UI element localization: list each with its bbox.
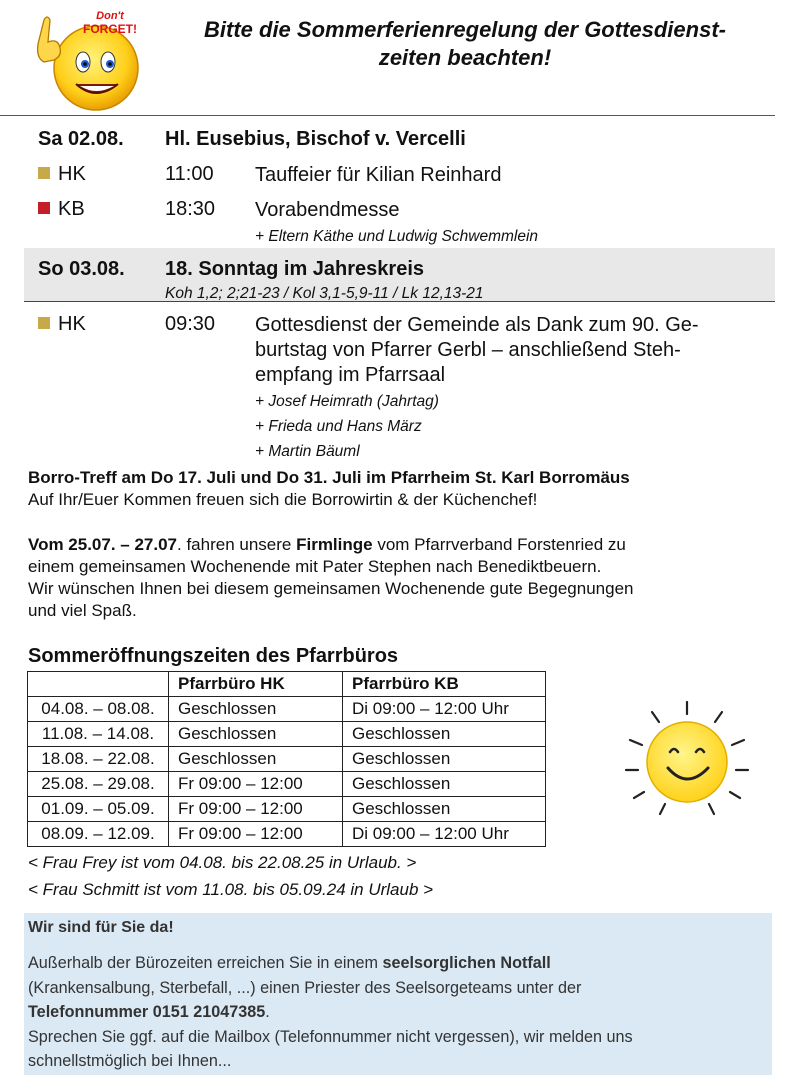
emergency-phone: Telefonnummer 0151 21047385 — [28, 1003, 266, 1021]
event-text: Gottesdienst der Gemeinde als Dank zum 90. Ge- burtstag von Pfarrer Gerbl – anschließend Steh- empfang im Pfarrsaal + Josef Heimrath (Jahrtag) + Frieda und Hans März + Martin Bäuml — [255, 314, 699, 460]
table-header — [28, 672, 169, 697]
vacation-note-schmitt: < Frau Schmitt ist vom 11.08. bis 05.09.24 in Urlaub > — [28, 880, 434, 899]
event-text: Tauffeier für Kilian Reinhard — [255, 164, 502, 186]
intention-note: + Eltern Käthe und Ludwig Schwemmlein — [255, 228, 539, 245]
event-location: HK — [38, 163, 86, 186]
table-row — [28, 797, 546, 822]
table-row — [28, 697, 546, 722]
dont-forget-smiley-icon — [30, 6, 148, 114]
event-location: KB — [38, 198, 85, 221]
contact-info-box — [24, 913, 772, 1075]
table-header: Pfarrbüro HK — [169, 672, 343, 697]
sunday-readings: Koh 1,2; 2;21-23 / Kol 3,1-5,9-11 / Lk 12,13-21 — [165, 285, 484, 302]
table-header: Pfarrbüro KB — [343, 672, 546, 697]
table-cell: Di 09:00 – 12:00 Uhr — [343, 822, 546, 847]
reminder-header — [0, 0, 775, 116]
table-row — [28, 722, 546, 747]
table-cell: 11.08. – 14.08. — [28, 722, 169, 747]
table-cell: Geschlossen — [343, 797, 546, 822]
smiling-sun-icon — [612, 698, 762, 818]
table-cell: Geschlossen — [169, 747, 343, 772]
table-header-row — [28, 672, 546, 697]
sunday-title: 18. Sonntag im Jahreskreis Koh 1,2; 2;21-23 / Kol 3,1-5,9-11 / Lk 12,13-21 — [165, 258, 484, 302]
borro-treff-text: Auf Ihr/Euer Kommen freuen sich die Borrowirtin & der Küchenchef! — [28, 490, 538, 509]
table-cell: 01.09. – 05.09. — [28, 797, 169, 822]
reminder-line2: zeiten beachten! — [378, 45, 552, 70]
reminder-line1: Bitte die Sommerferienregelung der Gottesdienst- — [204, 17, 726, 42]
table-cell: 25.08. – 29.08. — [28, 772, 169, 797]
hk-marker-icon — [38, 317, 50, 329]
event-location: HK — [38, 313, 86, 336]
table-cell: Di 09:00 – 12:00 Uhr — [343, 697, 546, 722]
table-cell: Fr 09:00 – 12:00 — [169, 772, 343, 797]
vacation-note-frey: < Frau Frey ist vom 04.08. bis 22.08.25 in Urlaub. > — [28, 853, 417, 872]
sunday-date: So 03.08. — [38, 258, 125, 280]
event-time: 09:30 — [165, 313, 216, 335]
table-cell: Fr 09:00 – 12:00 — [169, 822, 343, 847]
table-cell: 04.08. – 08.08. — [28, 697, 169, 722]
table-cell: Geschlossen — [343, 747, 546, 772]
event-time: 11:00 — [165, 163, 214, 185]
badge-line2: FORGET! — [83, 22, 137, 36]
reminder-text — [160, 16, 770, 72]
table-cell: Geschlossen — [169, 722, 343, 747]
event-time: 18:30 — [165, 198, 216, 220]
table-row — [28, 747, 546, 772]
contact-heading: Wir sind für Sie da! — [28, 919, 174, 936]
intention-note: + Frieda und Hans März — [255, 418, 422, 435]
table-cell: Geschlossen — [343, 772, 546, 797]
kb-marker-icon — [38, 202, 50, 214]
table-row — [28, 822, 546, 847]
borro-treff-paragraph — [28, 467, 768, 511]
badge-line1: Don't — [96, 10, 124, 22]
borro-treff-heading: Borro-Treff am Do 17. Juli und Do 31. Juli im Pfarrheim St. Karl Borromäus — [28, 468, 630, 487]
office-hours-title: Sommeröffnungszeiten des Pfarrbüros — [28, 645, 399, 667]
event-text: Vorabendmesse + Eltern Käthe und Ludwig Schwemmlein — [255, 199, 539, 245]
table-cell: 08.09. – 12.09. — [28, 822, 169, 847]
table-cell: Geschlossen — [343, 722, 546, 747]
office-hours-table — [27, 671, 546, 847]
saturday-date: Sa 02.08. — [38, 128, 124, 150]
contact-body: Außerhalb der Bürozeiten erreichen Sie in einem seelsorglichen Notfall (Krankensalbung, Sterbefall, ...) einen Priester des Seelsorgeteams unter der Telefonnummer 0151 21047385. Sprechen Sie ggf. auf die Mailbox (Telefonnummer nicht vergessen), wir melden uns schnellstmöglich bei Ihnen... — [28, 954, 633, 1070]
table-cell: Fr 09:00 – 12:00 — [169, 797, 343, 822]
intention-note: + Martin Bäuml — [255, 443, 360, 460]
firmlinge-paragraph: Vom 25.07. – 27.07. fahren unsere Firmlinge vom Pfarrverband Forstenried zu einem gemeinsamen Wochenende mit Pater Stephen nach Benediktbeuern. Wir wünschen Ihnen bei diesem gemeinsamen Wochenende gute Begegnungen und viel Spaß. — [28, 535, 634, 620]
table-row — [28, 772, 546, 797]
saturday-title: Hl. Eusebius, Bischof v. Vercelli — [165, 128, 466, 150]
hk-marker-icon — [38, 167, 50, 179]
intention-note: + Josef Heimrath (Jahrtag) — [255, 393, 439, 410]
table-cell: 18.08. – 22.08. — [28, 747, 169, 772]
table-cell: Geschlossen — [169, 697, 343, 722]
